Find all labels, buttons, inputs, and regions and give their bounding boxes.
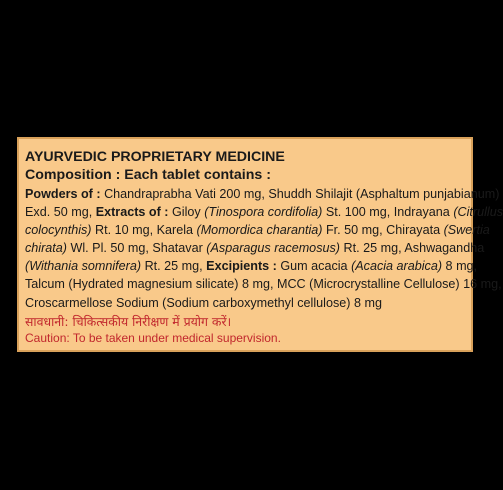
composition-segment: Rt. 10 mg, Karela <box>91 223 197 238</box>
caution-english: Caution: To be taken under medical supervision. <box>25 330 281 345</box>
botanical-name: (Citrullus <box>453 205 503 220</box>
composition-segment: Wl. Pl. 50 mg, Shatavar <box>67 241 207 256</box>
composition-segment: Croscarmellose Sodium (Sodium carboxymethyl cellulose) 8 mg <box>25 295 382 310</box>
composition-line <box>25 239 485 257</box>
botanical-name: chirata) <box>25 241 67 256</box>
composition-line <box>25 203 503 221</box>
composition-text <box>25 185 503 312</box>
label-title: AYURVEDIC PROPRIETARY MEDICINE <box>25 149 285 165</box>
composition-segment: Chandraprabha Vati 200 mg, Shuddh Shilajit (Asphaltum punjabianum) <box>104 187 500 201</box>
composition-segment: Fr. 50 mg, Chirayata <box>322 223 444 238</box>
composition-segment: Talcum (Hydrated magnesium silicate) 8 mg, MCC (Microcrystalline Cellulose) 16 mg, <box>25 277 502 292</box>
composition-heading-segment: Extracts of : <box>95 205 172 220</box>
composition-heading-segment: Excipients : <box>206 259 281 274</box>
composition-heading: Composition : Each tablet contains : <box>25 167 271 183</box>
composition-segment: 8 mg, <box>442 259 478 274</box>
composition-heading-segment: Powders of : <box>25 187 105 201</box>
botanical-name: (Asparagus racemosus) <box>206 241 340 256</box>
composition-segment: Exd. 50 mg, <box>25 205 96 220</box>
composition-line <box>25 294 466 312</box>
botanical-name: (Withania somnifera) <box>25 259 142 274</box>
composition-segment: Giloy <box>172 205 205 220</box>
caution-hindi: सावधानी: चिकित्सकीय निरीक्षण में प्रयोग करें। <box>25 313 232 329</box>
botanical-name: (Swertia <box>443 223 490 238</box>
composition-line <box>25 221 490 239</box>
botanical-name: (Acacia arabica) <box>351 259 443 274</box>
label-panel <box>17 137 503 352</box>
composition-segment: Rt. 25 mg, <box>141 259 207 274</box>
botanical-name: (Momordica charantia) <box>196 223 323 238</box>
composition-segment: St. 100 mg, Indrayana <box>322 205 454 220</box>
composition-line <box>25 257 478 275</box>
composition-segment: Rt. 25 mg, Ashwagandha <box>339 241 485 256</box>
botanical-name: (Tinospora cordifolia) <box>204 205 323 220</box>
botanical-name: colocynthis) <box>25 223 92 238</box>
composition-segment: Gum acacia <box>280 259 352 274</box>
composition-line <box>25 275 502 293</box>
composition-line <box>25 185 500 203</box>
